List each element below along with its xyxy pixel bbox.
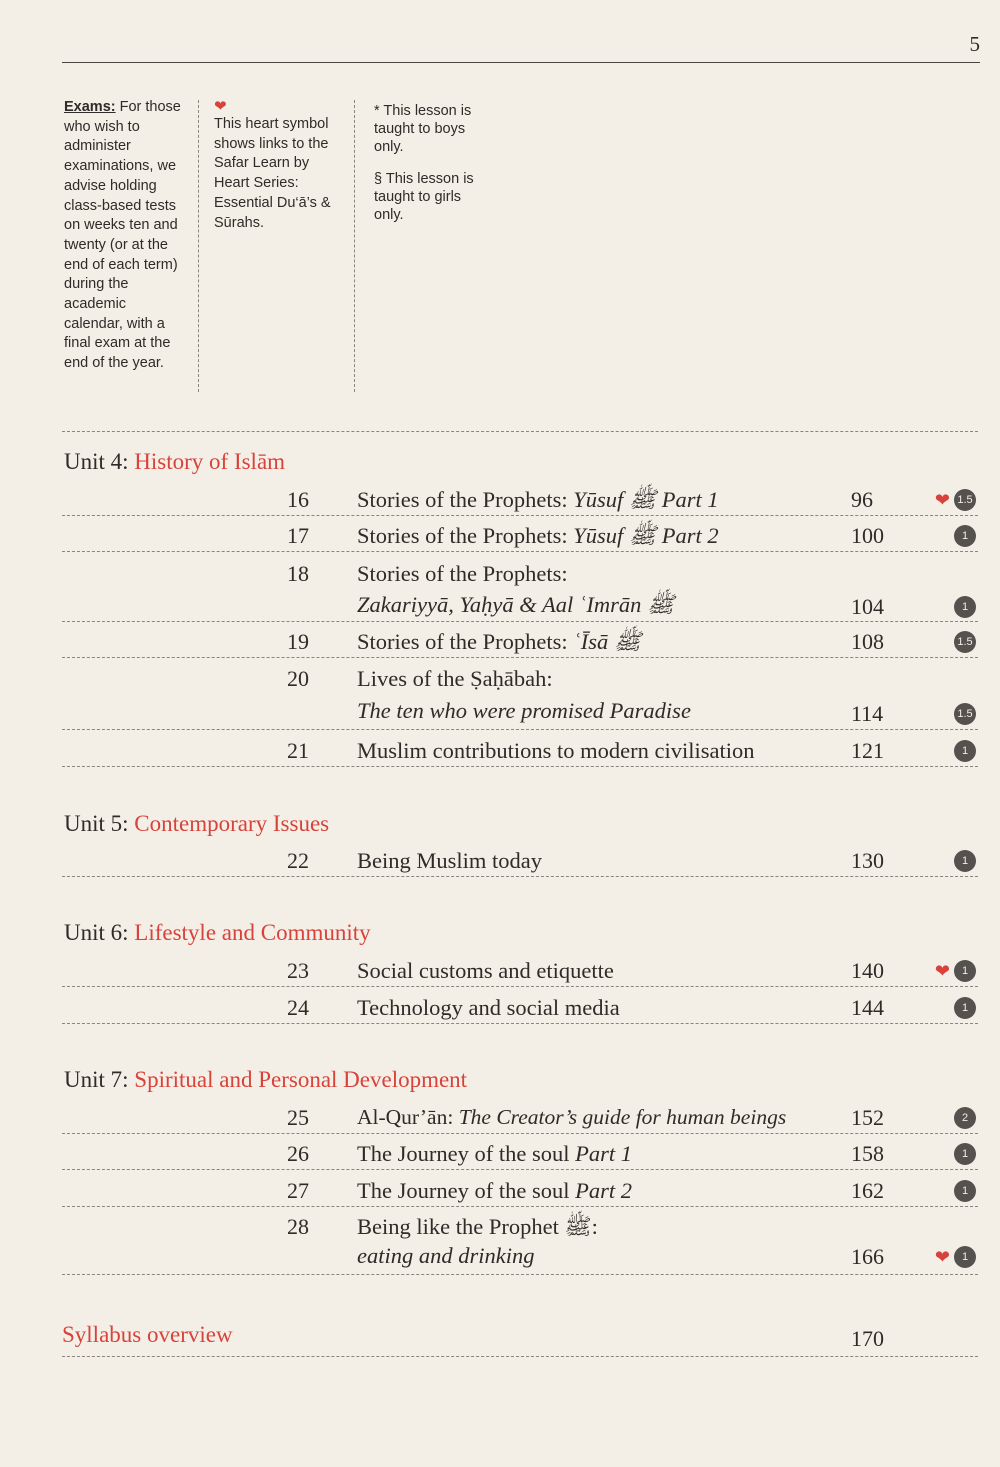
lesson-page: 152 [851, 1105, 884, 1130]
exams-text: For those who wish to administer examinations, we advise holding class-based tests on weeks ten and twenty (or at the end of each term) during the academic calendar, with a final exam at the end of the year. [64, 99, 181, 372]
lesson-number: 17 [287, 523, 309, 548]
heart-icon: ❤ [934, 961, 950, 981]
lesson-badge: 1 [954, 960, 976, 982]
unit-prefix: Unit 5: [64, 811, 135, 836]
lesson-page: 100 [851, 523, 884, 548]
divider [62, 766, 978, 767]
lesson-title: The Journey of the soul Part 1 [357, 1141, 632, 1166]
unit-heading [64, 449, 285, 475]
unit-title: Contemporary Issues [134, 811, 330, 836]
lesson-badge: 1 [954, 850, 976, 872]
lesson-number: 28 [287, 1214, 309, 1239]
lesson-title: Stories of the Prophets: Yūsuf ﷺ Part 2 [357, 523, 719, 548]
lesson-row-end [0, 1244, 1000, 1268]
divider [62, 621, 978, 622]
gender-note [374, 102, 484, 238]
lesson-row [0, 666, 1000, 690]
lesson-page: 158 [851, 1141, 884, 1166]
lesson-row-end [0, 701, 1000, 725]
lesson-page: 130 [851, 848, 884, 873]
syllabus-page: 170 [851, 1326, 884, 1351]
divider [62, 1274, 978, 1275]
divider [62, 1023, 978, 1024]
divider [62, 1169, 978, 1170]
lesson-page: 108 [851, 629, 884, 654]
lesson-subtitle: The ten who were promised Paradise [357, 698, 691, 723]
lesson-row [0, 848, 1000, 872]
divider [62, 1133, 978, 1134]
lesson-page: 114 [851, 701, 884, 726]
unit-prefix: Unit 7: [64, 1067, 135, 1092]
lesson-title: Social customs and etiquette [357, 958, 614, 983]
lesson-number: 18 [287, 561, 309, 586]
syllabus-row [0, 1326, 1000, 1350]
unit-title: Lifestyle and Community [134, 920, 371, 945]
girls-note: § This lesson is taught to girls only. [374, 171, 474, 223]
page-number: 5 [969, 32, 980, 56]
lesson-page: 96 [851, 487, 873, 512]
lesson-page: 140 [851, 958, 884, 983]
lesson-badge: 1.5 [954, 489, 976, 511]
lesson-row [0, 958, 1000, 982]
lesson-badge: 1.5 [954, 631, 976, 653]
lesson-row [0, 487, 1000, 511]
lesson-number: 25 [287, 1105, 309, 1130]
lesson-title: Lives of the Ṣaḥābah: [357, 666, 553, 691]
unit-heading [64, 920, 371, 946]
unit-title: History of Islām [134, 449, 286, 474]
lesson-title: Stories of the Prophets: ʿĪsā ﷺ [357, 629, 642, 654]
lesson-title: The Journey of the soul Part 2 [357, 1178, 632, 1203]
divider [62, 876, 978, 877]
lesson-number: 19 [287, 629, 309, 654]
boys-note: * This lesson is taught to boys only. [374, 103, 472, 155]
divider [62, 1356, 978, 1357]
top-rule [62, 62, 980, 63]
lesson-row [0, 1178, 1000, 1202]
lesson-row-end [0, 594, 1000, 618]
lesson-title: Al-Qur’ān: The Creator’s guide for human beings [357, 1105, 787, 1129]
lesson-badge: 1 [954, 596, 976, 618]
divider [62, 551, 978, 552]
lesson-page: 166 [851, 1244, 884, 1269]
lesson-row [0, 561, 1000, 585]
divider [62, 986, 978, 987]
lesson-row [0, 1141, 1000, 1165]
exams-label: Exams: [64, 99, 116, 115]
note-divider [354, 100, 355, 392]
divider [62, 729, 978, 730]
lesson-page: 144 [851, 995, 884, 1020]
lesson-number: 26 [287, 1141, 309, 1166]
lesson-title: Technology and social media [357, 995, 620, 1020]
lesson-title: Muslim contributions to modern civilisation [357, 738, 755, 763]
divider [62, 657, 978, 658]
lesson-title: Stories of the Prophets: [357, 561, 568, 586]
lesson-title: Being like the Prophet ﷺ: [357, 1214, 598, 1239]
lesson-badge: 1 [954, 1246, 976, 1268]
heart-icon: ❤ [214, 98, 227, 115]
unit-heading [64, 1067, 467, 1093]
lesson-page: 104 [851, 594, 884, 619]
exams-note [64, 98, 186, 374]
lesson-badge: 1 [954, 740, 976, 762]
lesson-row [0, 738, 1000, 762]
lesson-number: 23 [287, 958, 309, 983]
unit-prefix: Unit 6: [64, 920, 135, 945]
lesson-page: 121 [851, 738, 884, 763]
heart-note [214, 98, 344, 233]
unit-heading [64, 811, 329, 837]
lesson-badge: 1 [954, 525, 976, 547]
heart-icon: ❤ [934, 1247, 950, 1267]
lesson-badge: 2 [954, 1107, 976, 1129]
lesson-badge: 1 [954, 1180, 976, 1202]
lesson-badge: 1 [954, 997, 976, 1019]
lesson-row [0, 629, 1000, 653]
heart-icon: ❤ [934, 490, 950, 510]
lesson-title: Stories of the Prophets: Yūsuf ﷺ Part 1 [357, 487, 719, 512]
lesson-row [0, 995, 1000, 1019]
syllabus-title: Syllabus overview [62, 1322, 233, 1347]
unit-title: Spiritual and Personal Development [134, 1067, 468, 1092]
divider [62, 431, 978, 432]
lesson-title: Being Muslim today [357, 848, 542, 873]
divider [62, 1206, 978, 1207]
lesson-number: 22 [287, 848, 309, 873]
lesson-row [0, 523, 1000, 547]
note-divider [198, 100, 199, 392]
lesson-row [0, 1105, 1000, 1129]
lesson-number: 20 [287, 666, 309, 691]
lesson-number: 21 [287, 738, 309, 763]
lesson-badge: 1.5 [954, 703, 976, 725]
heart-note-text: This heart symbol shows links to the Safar Learn by Heart Series: Essential Du‘ā’s & Sūrahs. [214, 116, 331, 231]
lesson-number: 16 [287, 487, 309, 512]
lesson-row [0, 1214, 1000, 1238]
lesson-subtitle: eating and drinking [357, 1243, 535, 1268]
lesson-page: 162 [851, 1178, 884, 1203]
lesson-number: 24 [287, 995, 309, 1020]
divider [62, 515, 978, 516]
lesson-subtitle: Zakariyyā, Yaḥyā & Aal ʿImrān ﷺ [357, 592, 675, 617]
unit-prefix: Unit 4: [64, 449, 135, 474]
lesson-number: 27 [287, 1178, 309, 1203]
lesson-badge: 1 [954, 1143, 976, 1165]
